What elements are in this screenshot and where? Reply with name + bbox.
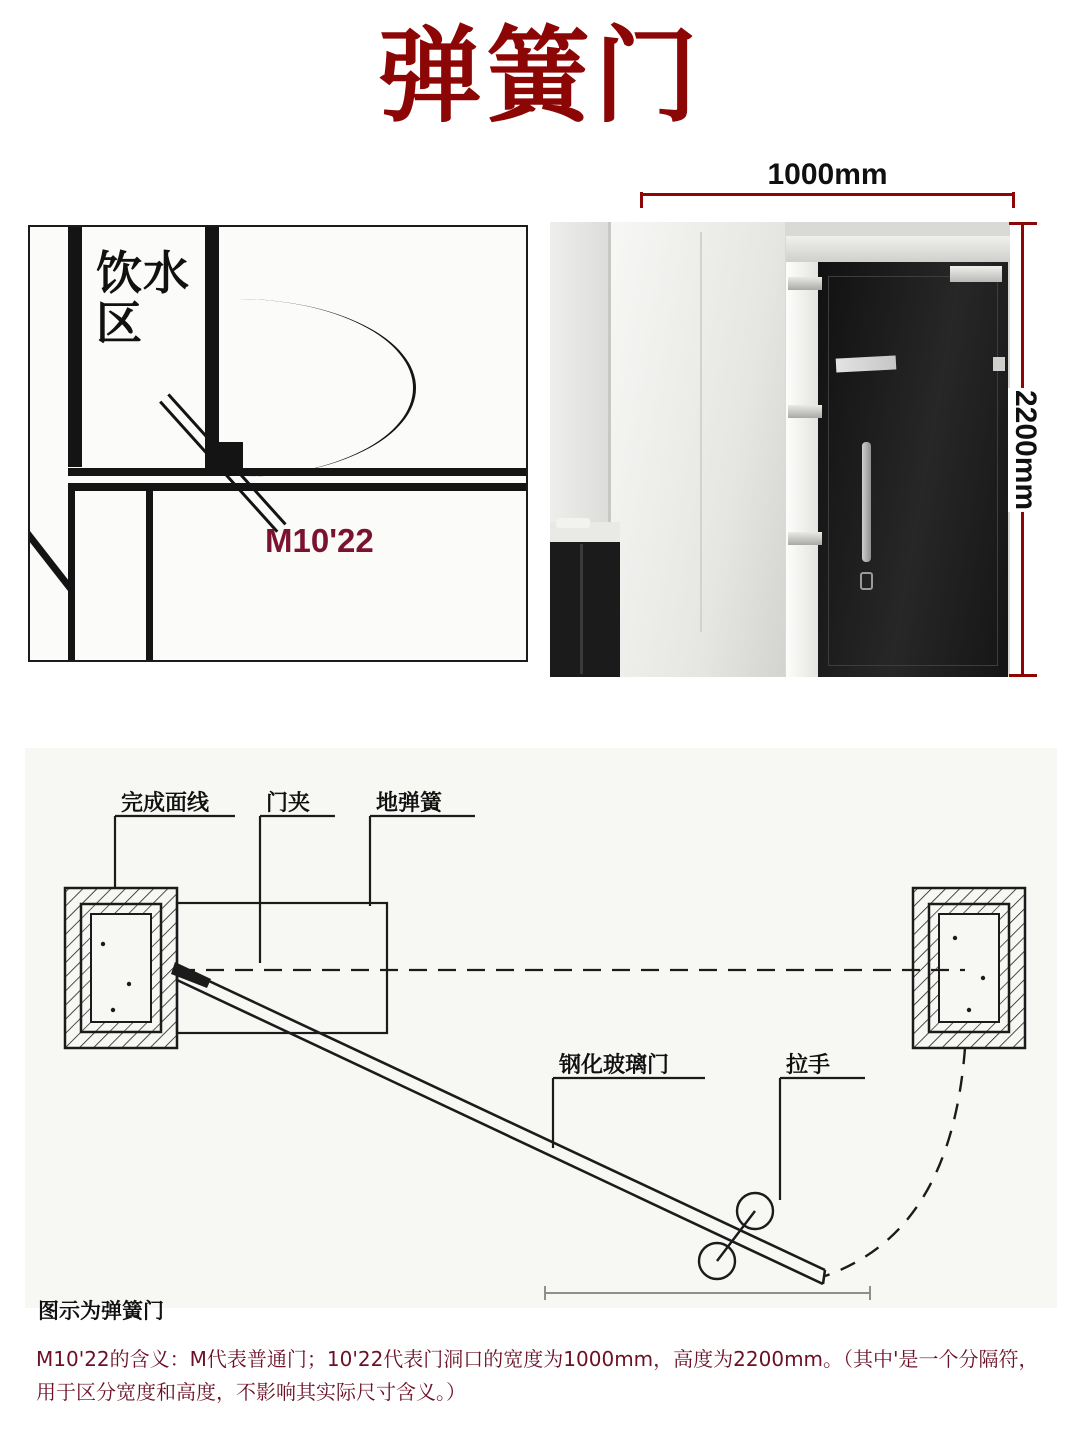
plan-door-leaf [159,393,236,477]
detail-left-wall [65,888,177,1048]
detail-glass-door-leaf [177,966,825,1284]
dimension-width [640,158,1015,202]
photo-wall-seam-2 [700,232,702,632]
plan-wall-line-1 [68,491,75,662]
photo-wall-fixture [993,357,1005,371]
photo-sink [556,518,590,528]
detail-label-tempered-glass-door: 钢化玻璃门 [559,1053,670,1078]
detail-swing-arc [825,1048,965,1276]
detail-label-finish-line: 完成面线 [121,791,210,816]
photo-door-inner-edge [828,276,998,666]
plan-lower-walls [68,491,228,662]
detail-label-pull-handle: 拉手 [786,1053,831,1078]
dimension-height [1005,222,1045,677]
legend-text: M10'22的含义：M代表普通门；10'22代表门洞口的宽度为1000mm，高度为2200mm。（其中'是一个分隔符，用于区分宽度和高度，不影响其实际尺寸含义。） [36,1347,1039,1404]
detail-plan-drawing [25,748,1057,1308]
door-photo [550,222,1010,677]
photo-hinge-middle [788,405,822,418]
photo-wall-main [610,222,785,677]
plan-swing-arc-icon [238,299,416,477]
photo-door-lock [860,572,873,590]
photo-door-header [786,236,1010,262]
door-photo-container [550,222,1010,677]
dimension-height-tick-bottom [1009,674,1037,677]
dimension-height-label: 2200mm [1009,389,1042,510]
detail-pull-handle-shape [699,1193,773,1279]
detail-right-wall [913,888,1025,1048]
page-title: 弹簧门 [377,15,702,137]
photo-cabinet-edge [580,544,583,674]
floor-plan-drawing [28,225,528,662]
figure-note: 图示为弹簧门 [38,1299,164,1323]
detail-svg [25,748,1057,1308]
detail-floor-spring-box [177,903,387,1033]
plan-wall-line-2 [28,508,74,591]
detail-label-underlines [115,816,865,1078]
plan-wall-horizontal-bottom [68,483,528,491]
plan-door-code: M10'22 [265,522,374,559]
detail-bottom-dimension [545,1286,870,1300]
photo-door-jamb [786,236,820,677]
plan-room-label: 饮水区 [96,246,190,350]
photo-door-closer [950,266,1002,282]
photo-cabinet [550,542,620,677]
plan-wall-inner [205,227,219,442]
photo-hinge-top [788,277,822,290]
plan-wall-left [68,227,82,467]
detail-label-floor-spring: 地弹簧 [376,791,443,816]
detail-leader-lines [115,816,780,1200]
photo-glass-door [818,262,1008,677]
photo-hinge-bottom [788,532,822,545]
dimension-width-line [640,193,1015,196]
dimension-width-label: 1000mm [640,158,1015,192]
dimension-height-tick-top [1009,222,1037,225]
plan-wall-line-3 [146,491,153,662]
detail-label-door-clamp: 门夹 [266,791,311,816]
photo-door-handle [862,442,871,562]
